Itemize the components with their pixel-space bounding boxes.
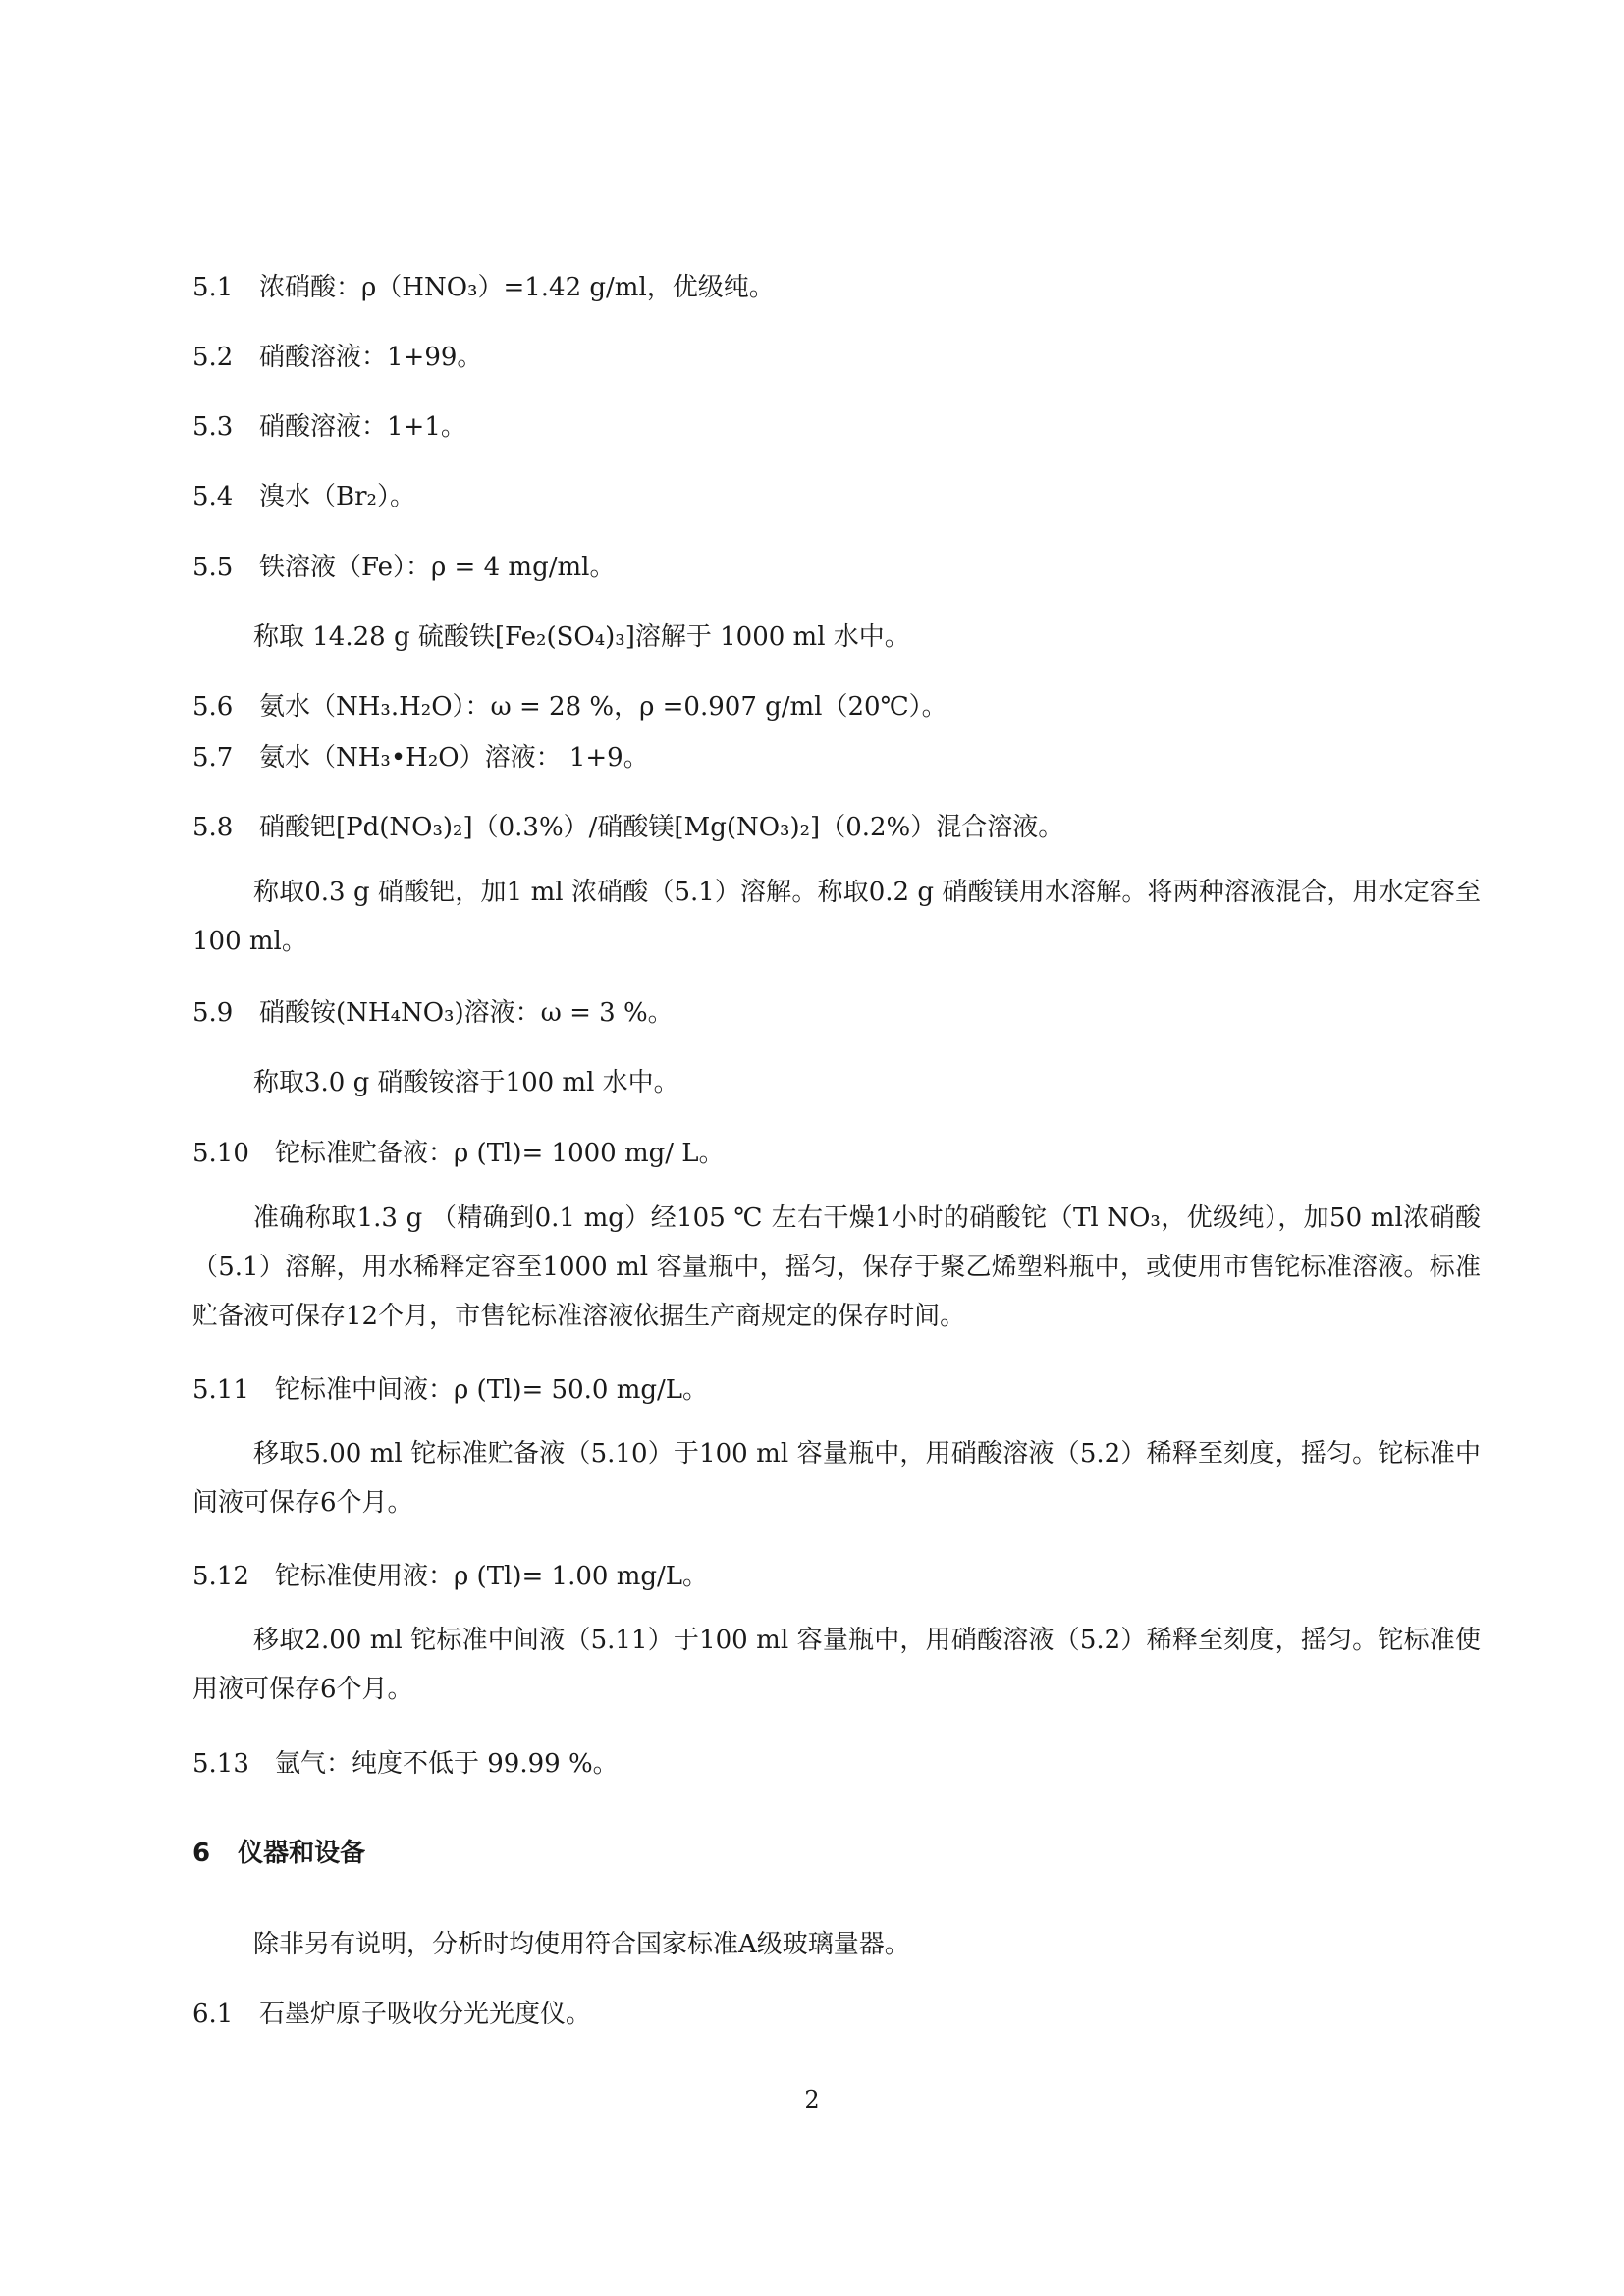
paragraph-5-10	[192, 1194, 1481, 1341]
item-number: 5.7	[192, 743, 234, 773]
item-number: 5.1	[192, 273, 234, 302]
item-number: 5.11	[192, 1375, 249, 1405]
paragraph-text: 准确称取1.3 g （精确到0.1 mg）经105 ℃ 左右干燥1小时的硝酸铊（Tl NO₃，优级纯），加50 ml浓硝酸（5.1）溶解，用水稀释定容至1000 ml 容量瓶中，摇匀，保存于聚乙烯塑料瓶中，或使用市售铊标准溶液。标准贮备液可保存12个月，市售铊标准溶液依据生产商规定的保存时间。	[192, 1203, 1481, 1331]
item-number: 5.6	[192, 692, 234, 721]
item-text: 氨水（NH₃.H₂O）：ω = 28 %，ρ =0.907 g/ml（20℃）。	[259, 692, 947, 721]
section-title: 仪器和设备	[238, 1839, 366, 1868]
paragraph-5-11	[192, 1429, 1481, 1527]
item-number: 5.4	[192, 482, 234, 511]
item-number: 5.2	[192, 343, 234, 372]
page-number: 2	[804, 2086, 820, 2113]
paragraph-5-8	[192, 868, 1481, 966]
paragraph-5-12	[192, 1616, 1481, 1714]
item-text: 铁溶液（Fe）：ρ = 4 mg/ml。	[259, 553, 616, 582]
section-number: 6	[192, 1839, 211, 1868]
item-text: 硝酸溶液：1+99。	[259, 343, 483, 372]
section-heading	[192, 1837, 365, 1870]
section-intro: 除非另有说明，分析时均使用符合国家标准A级玻璃量器。	[253, 1930, 910, 1959]
item-text: 铊标准贮备液：ρ (Tl)= 1000 mg/ L。	[275, 1139, 725, 1168]
item-text: 溴水（Br₂）。	[259, 482, 415, 511]
item-text: 铊标准中间液：ρ (Tl)= 50.0 mg/L。	[275, 1375, 709, 1405]
item-number: 5.5	[192, 553, 234, 582]
paragraph-text: 移取5.00 ml 铊标准贮备液（5.10）于100 ml 容量瓶中，用硝酸溶液（5.2）稀释至刻度，摇匀。铊标准中间液可保存6个月。	[192, 1439, 1481, 1518]
paragraph-5-9: 称取3.0 g 硝酸铵溶于100 ml 水中。	[253, 1068, 679, 1097]
item-text: 氩气：纯度不低于 99.99 %。	[275, 1749, 619, 1779]
paragraph-5-5: 称取 14.28 g 硫酸铁[Fe₂(SO₄)₃]溶解于 1000 ml 水中。	[253, 622, 910, 652]
paragraph-text: 移取2.00 ml 铊标准中间液（5.11）于100 ml 容量瓶中，用硝酸溶液（5.2）稀释至刻度，摇匀。铊标准使用液可保存6个月。	[192, 1626, 1481, 1704]
item-number: 5.3	[192, 412, 234, 442]
item-number: 5.10	[192, 1139, 249, 1168]
item-number: 6.1	[192, 2000, 234, 2029]
item-text: 硝酸钯[Pd(NO₃)₂]（0.3%）/硝酸镁[Mg(NO₃)₂]（0.2%）混合溶液。	[259, 813, 1064, 842]
item-text: 氨水（NH₃•H₂O）溶液： 1+9。	[259, 743, 649, 773]
item-text: 铊标准使用液：ρ (Tl)= 1.00 mg/L。	[275, 1562, 709, 1591]
item-number: 5.12	[192, 1562, 249, 1591]
paragraph-text: 称取0.3 g 硝酸钯，加1 ml 浓硝酸（5.1）溶解。称取0.2 g 硝酸镁用水溶解。将两种溶液混合，用水定容至100 ml。	[192, 878, 1481, 956]
item-text: 硝酸溶液：1+1。	[259, 412, 466, 442]
item-number: 5.13	[192, 1749, 249, 1779]
item-text: 硝酸铵(NH₄NO₃)溶液：ω = 3 %。	[259, 998, 674, 1028]
item-text: 石墨炉原子吸收分光光度仪。	[259, 2000, 592, 2029]
item-number: 5.9	[192, 998, 234, 1028]
item-text: 浓硝酸：ρ（HNO₃）=1.42 g/ml，优级纯。	[259, 273, 775, 302]
item-number: 5.8	[192, 813, 234, 842]
